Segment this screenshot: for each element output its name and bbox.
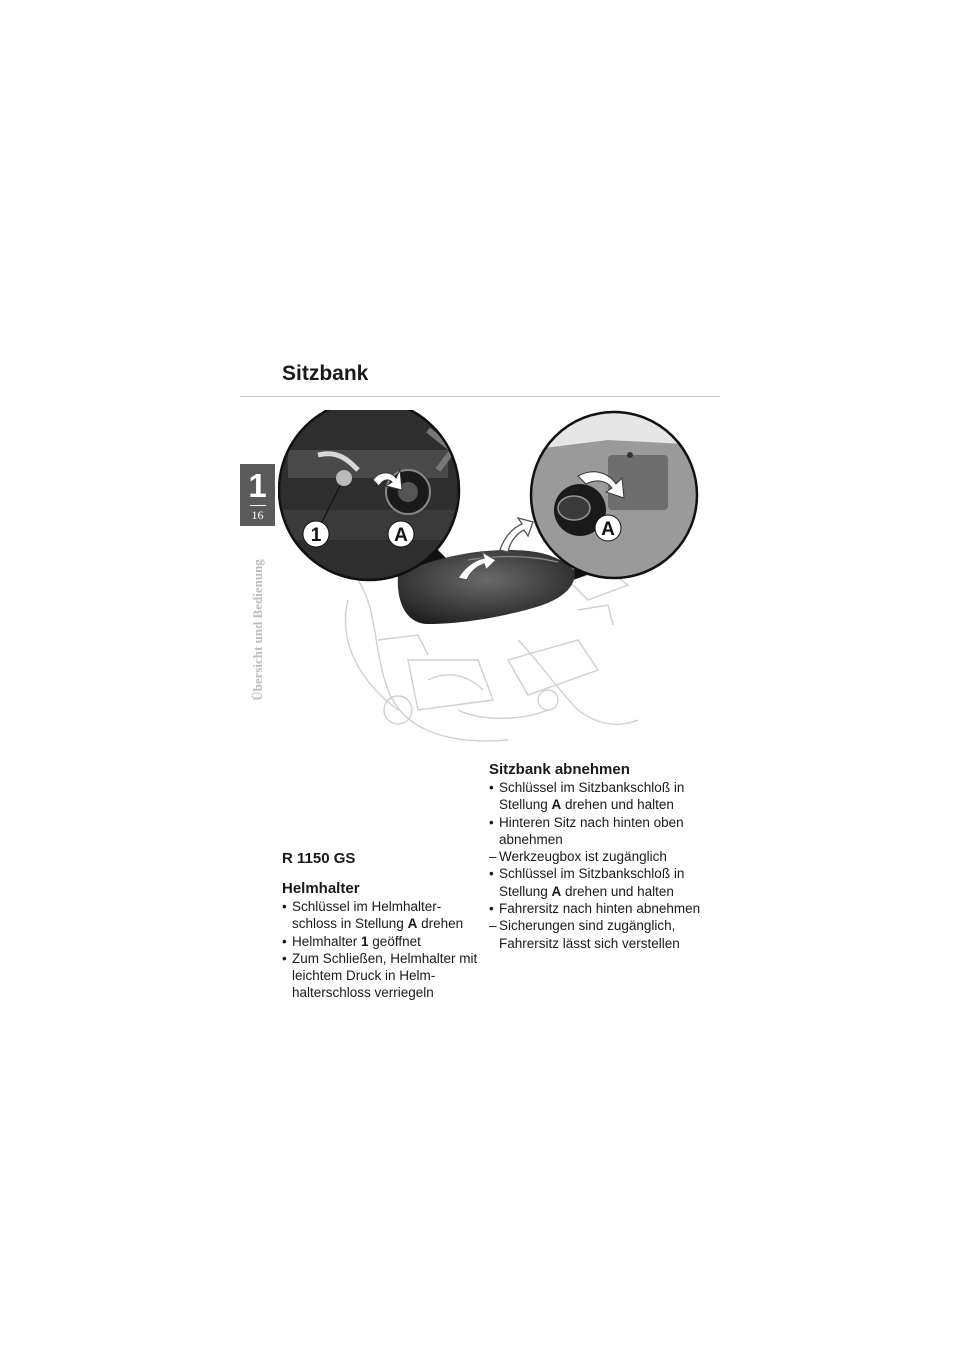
text-before: Schlüssel im Helmhalter-schloss in Stellung: [292, 899, 442, 932]
text-before: Helmhalter: [292, 933, 362, 949]
text-before: Sicherungen sind zugänglich, Fahrersitz lässt sich verstellen: [499, 918, 680, 951]
list-item: [282, 933, 482, 950]
section-heading: Sitzbank abnehmen: [489, 761, 630, 778]
list-item: [489, 779, 709, 814]
list-item-text: [292, 951, 477, 1001]
reference-label: A: [407, 916, 418, 932]
page-title: Sitzbank: [282, 362, 369, 385]
list-item-text: [499, 901, 700, 916]
instruction-list: [282, 898, 482, 1002]
list-item: [489, 865, 709, 900]
text-after: drehen und halten: [561, 883, 674, 899]
bullet-marker: •: [489, 780, 494, 795]
text-after: drehen und halten: [561, 797, 674, 813]
list-item-text: [499, 918, 680, 950]
list-item: [282, 950, 482, 1002]
bullet-marker: •: [282, 899, 287, 914]
text-before: Werkzeugbox ist zugänglich: [499, 849, 667, 865]
text-after: drehen: [417, 916, 464, 932]
list-item: [282, 898, 482, 933]
list-item-text: [292, 934, 421, 949]
text-after: geöffnet: [368, 933, 421, 949]
reference-label: A: [551, 797, 562, 813]
list-item: [489, 814, 709, 849]
list-item-text: [499, 866, 684, 898]
text-before: Schlüssel im Sitzbankschloß in Stellung: [499, 866, 685, 899]
bullet-marker: •: [489, 814, 494, 830]
callout-1-label: 1: [310, 525, 322, 546]
list-item-text: [292, 899, 463, 931]
dash-marker: –: [489, 849, 497, 865]
callout-a-left-label: A: [394, 525, 408, 546]
text-before: Schlüssel im Sitzbankschloß in Stellung: [499, 780, 685, 813]
title-divider: [240, 396, 720, 397]
dash-marker: –: [489, 918, 497, 934]
instruction-list: [489, 779, 709, 952]
bullet-marker: •: [489, 901, 494, 917]
bullet-marker: •: [282, 933, 287, 949]
callout-a-left-badge: [388, 521, 414, 547]
seat-removal-illustration: [278, 410, 720, 750]
callout-a-right-badge: [595, 515, 621, 541]
seat-removal-section: [489, 761, 709, 952]
text-before: Zum Schließen, Helmhalter mit leichtem Druck in Helm-halterschloss verriegeln: [292, 950, 478, 1001]
chapter-tab: [240, 464, 275, 526]
list-item: [489, 848, 709, 865]
list-item-text: [499, 815, 684, 847]
list-item: [489, 917, 709, 952]
reference-label: A: [551, 883, 562, 899]
callout-1-badge: [303, 521, 329, 547]
page-number: 16: [251, 508, 264, 522]
chapter-tab-divider: [250, 505, 266, 506]
bullet-marker: •: [282, 950, 287, 966]
callout-a-right-label: A: [601, 519, 615, 540]
list-item-text: [499, 849, 667, 864]
reference-label: 1: [361, 933, 369, 949]
text-before: Fahrersitz nach hinten abnehmen: [499, 901, 701, 917]
side-chapter-label: Übersicht und Bedienung: [250, 559, 265, 701]
list-item-text: [499, 780, 684, 812]
list-item: [489, 900, 709, 917]
chapter-number: 1: [248, 467, 267, 504]
model-heading: R 1150 GS: [282, 850, 356, 867]
bullet-marker: •: [489, 866, 494, 882]
section-heading: Helmhalter: [282, 880, 360, 897]
helmet-holder-section: [282, 880, 482, 1002]
text-before: Hinteren Sitz nach hinten oben abnehmen: [499, 814, 684, 847]
